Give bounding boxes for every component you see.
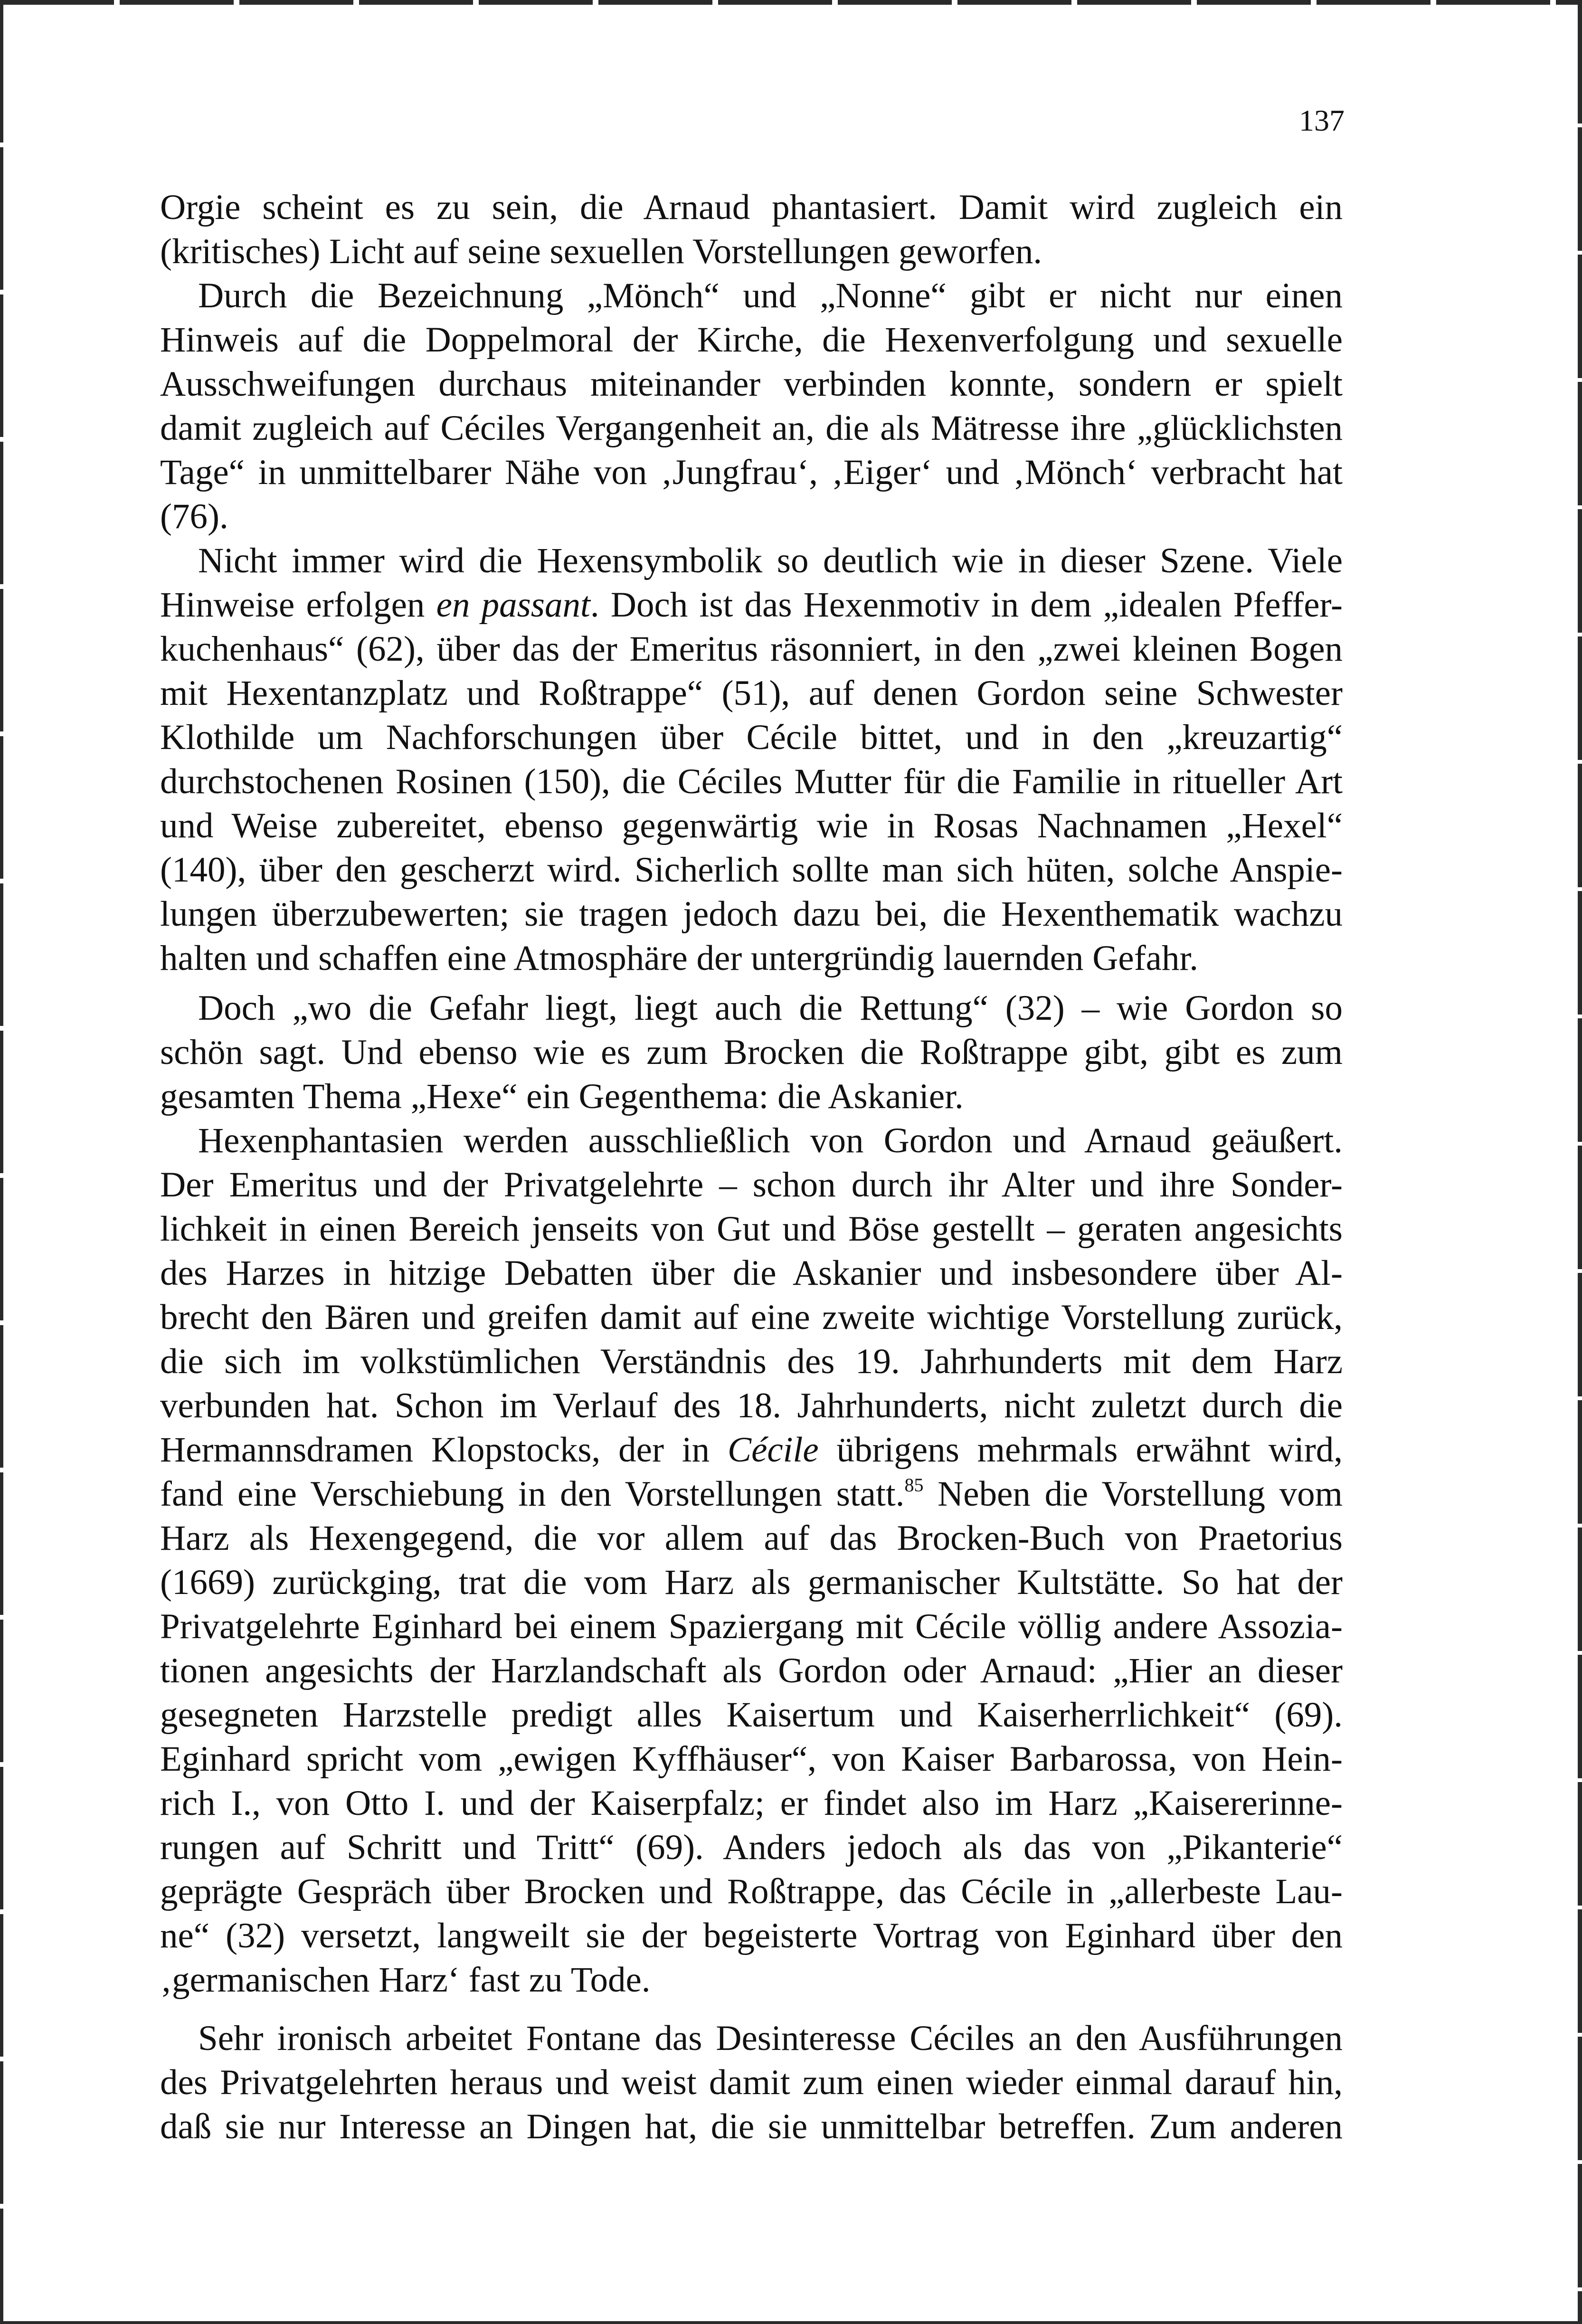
scan-left-border xyxy=(0,0,3,2324)
text-line xyxy=(160,1428,1343,1472)
text-line: tionen angesichts der Harzlandschaft als Gordon oder Arnaud: „Hier an dieser xyxy=(160,1651,1343,1690)
text-line: rungen auf Schritt und Tritt“ (69). Anders jedoch als das von „Pikanterie“ xyxy=(160,1828,1343,1867)
text-line: (1669) zurückging, trat die vom Harz als germanischer Kultstätte. So hat der xyxy=(160,1563,1343,1602)
footnote-reference: 85 xyxy=(904,1474,924,1496)
scan-top-border xyxy=(0,0,1582,5)
text-line: die sich im volkstümlichen Verständnis des 19. Jahrhunderts mit dem Harz xyxy=(160,1342,1343,1381)
scan-right-border xyxy=(1578,0,1582,2324)
text-line: Harz als Hexengegend, die vor allem auf das Brocken-Buch von Praetorius xyxy=(160,1518,1343,1558)
text-line: Klothilde um Nachforschungen über Cécile bittet, und in den „kreuzartig“ xyxy=(160,718,1343,757)
text-line: Doch „wo die Gefahr liegt, liegt auch die Rettung“ (32) – wie Gordon so xyxy=(198,988,1343,1028)
text-line: schön sagt. Und ebenso wie es zum Brocken die Roßtrappe gibt, gibt es zum xyxy=(160,1033,1343,1072)
text-line: lichkeit in einen Bereich jenseits von Gut und Böse gestellt – geraten angesichts xyxy=(160,1209,1343,1249)
text-line: und Weise zubereitet, ebenso gegenwärtig wie in Rosas Nachnamen „Hexel“ xyxy=(160,806,1343,845)
text-line: (kritisches) Licht auf seine sexuellen Vorstellungen geworfen. xyxy=(160,232,1042,271)
text-line: Tage“ in unmittelbarer Nähe von ‚Jungfrau‘, ‚Eiger‘ und ‚Mönch‘ verbracht hat xyxy=(160,453,1343,492)
text-segment: . Doch ist das Hexenmotiv in dem „idealen Pfeffer- xyxy=(590,585,1343,625)
body-text xyxy=(160,185,1343,2149)
text-line xyxy=(160,1472,1343,1516)
text-line: lungen überzubewerten; sie tragen jedoch dazu bei, die Hexenthematik wachzu xyxy=(160,894,1343,934)
text-line: des Privatgelehrten heraus und weist damit zum einen wieder einmal darauf hin, xyxy=(160,2063,1343,2102)
text-line xyxy=(160,583,1343,627)
text-line: Nicht immer wird die Hexensymbolik so deutlich wie in dieser Szene. Viele xyxy=(198,541,1343,580)
italic-phrase: en passant xyxy=(436,585,590,625)
text-line: des Harzes in hitzige Debatten über die Askanier und insbesondere über Al- xyxy=(160,1253,1343,1293)
text-line: kuchenhaus“ (62), über das der Emeritus räsonniert, in den „zwei kleinen Bogen xyxy=(160,629,1343,669)
text-line: Durch die Bezeichnung „Mönch“ und „Nonne“ gibt er nicht nur einen xyxy=(198,276,1343,315)
text-line: durchstochenen Rosinen (150), die Céciles Mutter für die Familie in ritueller Art xyxy=(160,762,1343,801)
scan-bottom-border xyxy=(0,2321,1582,2324)
italic-title: Cécile xyxy=(728,1430,819,1470)
text-segment: Hermannsdramen Klopstocks, der in xyxy=(160,1430,710,1470)
text-line: Der Emeritus und der Privatgelehrte – schon durch ihr Alter und ihre Sonder- xyxy=(160,1165,1343,1205)
page-number: 137 xyxy=(1299,104,1345,137)
text-line: (140), über den gescherzt wird. Sicherlich sollte man sich hüten, solche Anspie- xyxy=(160,850,1343,890)
text-line: gesegneten Harzstelle predigt alles Kaisertum und Kaiserherrlichkeit“ (69). xyxy=(160,1695,1343,1735)
text-line: Eginhard spricht vom „ewigen Kyffhäuser“, von Kaiser Barbarossa, von Hein- xyxy=(160,1739,1343,1779)
text-line: daß sie nur Interesse an Dingen hat, die sie unmittelbar betreffen. Zum anderen xyxy=(160,2107,1343,2146)
text-line: geprägte Gespräch über Brocken und Roßtrappe, das Cécile in „allerbeste Lau- xyxy=(160,1872,1343,1911)
text-segment: fand eine Verschiebung in den Vorstellungen statt. xyxy=(160,1474,905,1514)
text-line: brecht den Bären und greifen damit auf eine zweite wichtige Vorstellung zurück, xyxy=(160,1298,1343,1337)
text-line: ne“ (32) versetzt, langweilt sie der begeisterte Vortrag von Eginhard über den xyxy=(160,1916,1343,1955)
text-segment: Neben die Vorstellung vom xyxy=(938,1474,1343,1514)
text-line: verbunden hat. Schon im Verlauf des 18. Jahrhunderts, nicht zuletzt durch die xyxy=(160,1386,1343,1425)
text-segment: Hinweise erfolgen xyxy=(160,585,425,625)
text-line: Privatgelehrte Eginhard bei einem Spaziergang mit Cécile völlig andere Assozia- xyxy=(160,1607,1343,1646)
text-line: ‚germanischen Harz‘ fast zu Tode. xyxy=(160,1960,651,2000)
text-line: Ausschweifungen durchaus miteinander verbinden konnte, sondern er spielt xyxy=(160,364,1343,404)
text-line: Orgie scheint es zu sein, die Arnaud phantasiert. Damit wird zugleich ein xyxy=(160,188,1343,227)
text-line: gesamten Thema „Hexe“ ein Gegenthema: die Askanier. xyxy=(160,1077,964,1116)
text-line: Hinweis auf die Doppelmoral der Kirche, die Hexenverfolgung und sexuelle xyxy=(160,320,1343,360)
text-line: (76). xyxy=(160,497,228,536)
text-line: Sehr ironisch arbeitet Fontane das Desinteresse Céciles an den Ausführungen xyxy=(198,2019,1343,2058)
text-line: rich I., von Otto I. und der Kaiserpfalz; er findet also im Harz „Kaisererinne- xyxy=(160,1783,1343,1823)
text-line: damit zugleich auf Céciles Vergangenheit an, die als Mätresse ihre „glücklichsten xyxy=(160,408,1343,448)
text-line: Hexenphantasien werden ausschließlich von Gordon und Arnaud geäußert. xyxy=(198,1121,1343,1160)
text-segment: übrigens mehrmals erwähnt wird, xyxy=(836,1430,1343,1470)
text-line: halten und schaffen eine Atmosphäre der untergründig lauernden Gefahr. xyxy=(160,939,1199,978)
text-line: mit Hexentanzplatz und Roßtrappe“ (51), auf denen Gordon seine Schwester xyxy=(160,673,1343,713)
